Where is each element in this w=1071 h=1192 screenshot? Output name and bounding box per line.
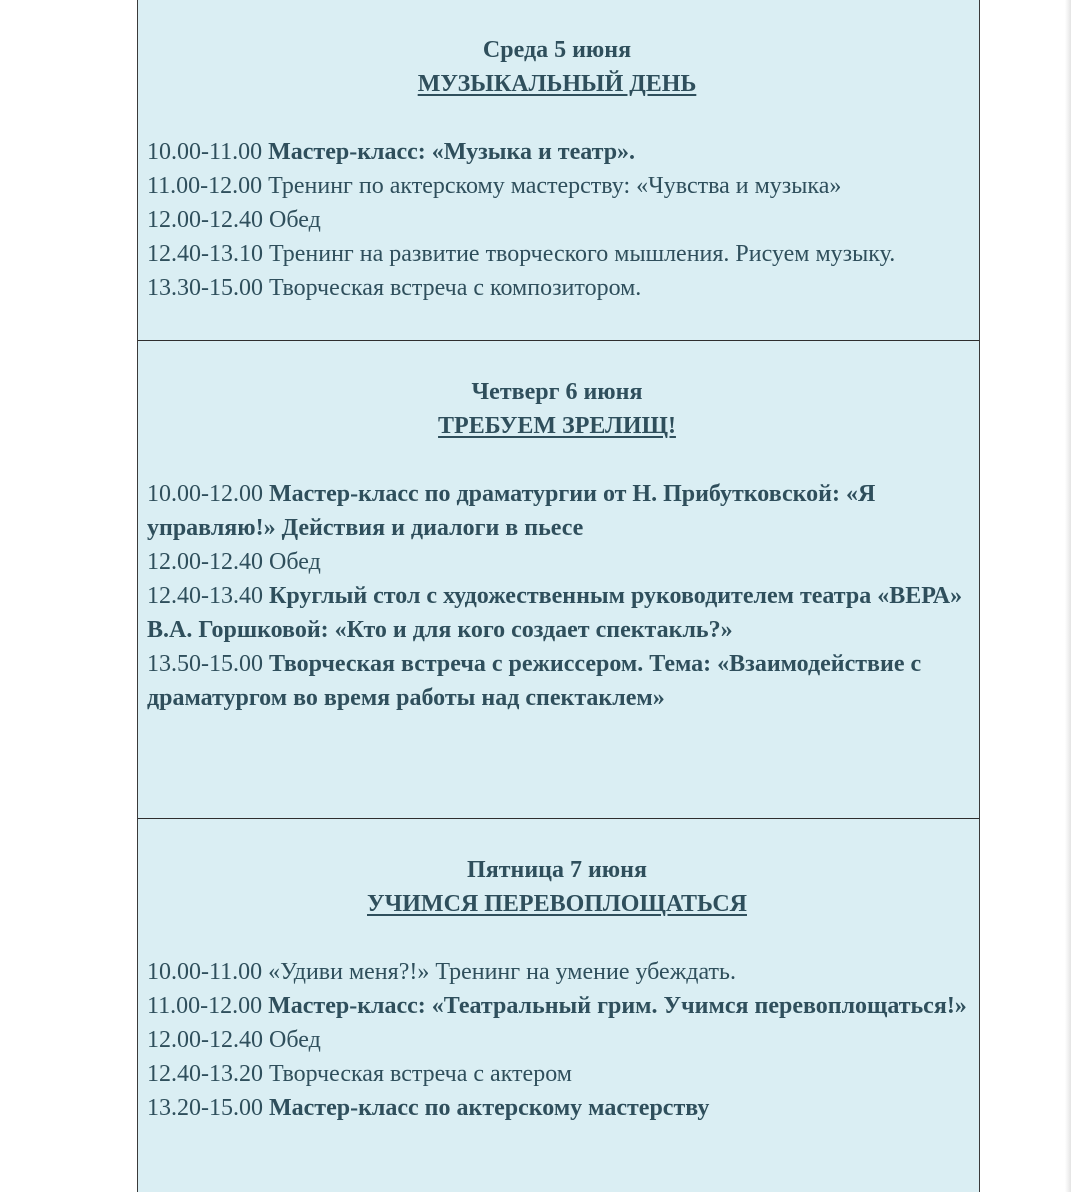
item-text: Творческая встреча с актером (269, 1061, 572, 1087)
item-time: 13.30-15.00 (147, 275, 263, 301)
item-text: Круглый стол с художественным руководителем театра «ВЕРА» В.А. Горшковой: «Кто и для кого создает спектакль?» (147, 583, 963, 643)
day-cell-thursday (138, 341, 979, 818)
schedule-item (147, 135, 967, 169)
item-text: Мастер-класс: «Театральный грим. Учимся перевоплощаться!» (268, 993, 967, 1019)
schedule-item (147, 1057, 967, 1091)
item-time: 12.40-13.20 (147, 1061, 263, 1087)
item-text: Тренинг по актерскому мастерству: «Чувства и музыка» (268, 173, 842, 199)
item-time: 11.00-12.00 (147, 993, 263, 1019)
item-text: Творческая встреча с композитором. (269, 275, 642, 301)
schedule-item (147, 477, 967, 545)
schedule-item (147, 579, 967, 647)
item-text: Мастер-класс по драматургии от Н. Прибутковской: «Я управляю!» Действия и диалоги в пьесе (147, 481, 876, 541)
item-time: 10.00-11.00 (147, 139, 263, 165)
item-text: «Удиви меня?!» Тренинг на умение убеждать. (268, 959, 736, 985)
schedule-list (147, 477, 967, 715)
schedule-item (147, 203, 967, 237)
item-text: Творческая встреча с режиссером. Тема: «Взаимодействие с драматургом во время работы над спектаклем» (147, 651, 922, 711)
day-heading: Четверг 6 июня (471, 379, 643, 405)
item-text: Мастер-класс по актерскому мастерству (269, 1095, 710, 1121)
day-heading: Пятница 7 июня (467, 857, 647, 883)
item-time: 12.00-12.40 (147, 1027, 263, 1053)
item-time: 12.40-13.10 (147, 241, 263, 267)
item-text: Обед (269, 207, 321, 233)
schedule-item (147, 647, 967, 715)
item-text: Мастер-класс: «Музыка и театр». (268, 139, 636, 165)
page-edge-shadow (1065, 0, 1071, 1192)
schedule-table (137, 0, 980, 1192)
day-heading: Среда 5 июня (482, 37, 632, 63)
schedule-item (147, 169, 967, 203)
day-theme: ТРЕБУЕМ ЗРЕЛИЩ! (438, 413, 676, 439)
item-time: 13.20-15.00 (147, 1095, 263, 1121)
item-text: Обед (269, 549, 321, 575)
schedule-item (147, 989, 967, 1023)
day-theme: УЧИМСЯ ПЕРЕВОПЛОЩАТЬСЯ (367, 891, 747, 917)
schedule-list (147, 955, 967, 1125)
day-cell-friday (138, 819, 979, 1192)
item-time: 11.00-12.00 (147, 173, 263, 199)
schedule-list (147, 135, 967, 305)
schedule-item (147, 237, 967, 271)
item-text: Тренинг на развитие творческого мышления. Рисуем музыку. (269, 241, 896, 267)
item-time: 10.00-11.00 (147, 959, 263, 985)
item-time: 10.00-12.00 (147, 481, 263, 507)
item-time: 12.40-13.40 (147, 583, 263, 609)
item-text: Обед (269, 1027, 321, 1053)
day-cell-wednesday (138, 0, 979, 340)
schedule-item (147, 955, 967, 989)
item-time: 12.00-12.40 (147, 207, 263, 233)
item-time: 13.50-15.00 (147, 651, 263, 677)
schedule-item (147, 271, 967, 305)
schedule-item (147, 1023, 967, 1057)
day-theme: МУЗЫКАЛЬНЫЙ ДЕНЬ (417, 71, 697, 97)
schedule-item (147, 545, 967, 579)
schedule-item (147, 1091, 967, 1125)
item-time: 12.00-12.40 (147, 549, 263, 575)
